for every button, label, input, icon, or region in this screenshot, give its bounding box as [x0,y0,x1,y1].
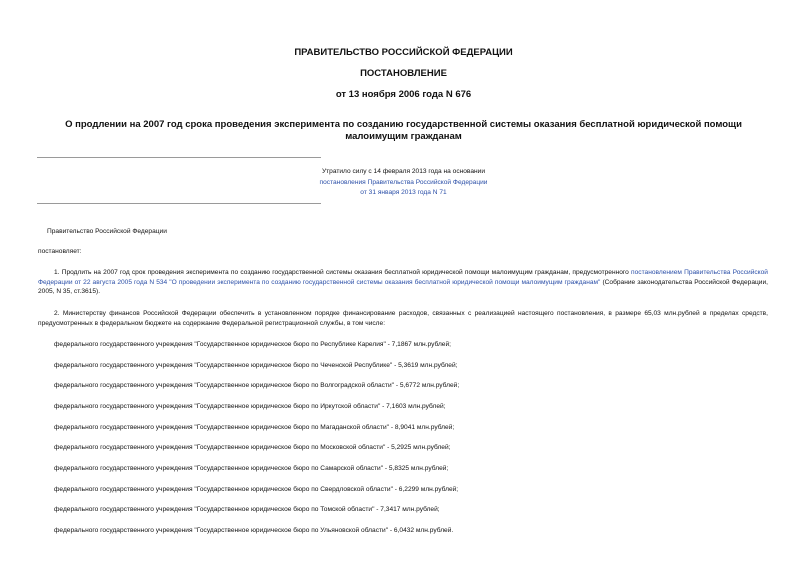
repeal-decree-link-line1: постановления Правительства Российской Федерации [319,178,488,186]
divider-top [37,157,321,158]
list-item: федерального государственного учреждения "Государственное юридическое бюро по Республике Карелия" - 7,1867 млн.рублей; [54,341,451,348]
list-item: федерального государственного учреждения "Государственное юридическое бюро по Московской области" - 5,2925 млн.рублей; [54,444,451,451]
list-item: федерального государственного учреждения "Государственное юридическое бюро по Самарской области" - 5,8325 млн.рублей; [54,465,449,472]
status-note-text: Утратило силу с 14 февраля 2013 года на основании [321,168,486,175]
document-type-heading: ПОСТАНОВЛЕНИЕ [360,68,447,79]
list-item: федерального государственного учреждения "Государственное юридическое бюро по Магаданской области" - 8,9041 млн.рублей; [54,424,455,431]
repeal-decree-link[interactable] [296,178,511,199]
decrees-text: постановляет: [38,248,82,255]
divider-bottom [37,203,321,204]
paragraph-2: 2. Министерству финансов Российской Федерации обеспечить в установленном порядке финансирование расходов, связанных с реализацией настоящего постановления, в размере 65,03 млн.рублей в пределах средств, предусмотренных в федеральном бюджете на содержание Федеральной регистрационной службы, в том числе: [38,310,768,327]
list-item: федерального государственного учреждения "Государственное юридическое бюро по Чеченской Республике" - 5,3619 млн.рублей; [54,362,458,369]
list-item: федерального государственного учреждения "Государственное юридическое бюро по Свердловской области" - 6,2299 млн.рублей; [54,486,459,493]
decree-534-link[interactable]: постановлением Правительства Российской Федерации от 22 августа 2005 года N 534 "О проведении эксперимента по созданию государственной системы оказания бесплатной юридической помощи малоимущим гражданам" [38,269,768,286]
list-item: федерального государственного учреждения "Государственное юридическое бюро по Волгоградской области" - 5,6772 млн.рублей; [54,382,460,389]
document-title: О продлении на 2007 год срока проведения эксперимента по созданию государственной системы оказания бесплатной юридической помощи малоимущим гражданам [65,119,742,142]
date-number-heading: от 13 ноября 2006 года N 676 [335,89,472,100]
paragraph-1-text-a: 1. Продлить на 2007 год срок проведения эксперимента по созданию государственной системы оказания бесплатной юридической помощи малоимущим гражданам, предусмотренного [54,269,632,276]
paragraph-1 [38,268,768,297]
list-item: федерального государственного учреждения "Государственное юридическое бюро по Иркутской области" - 7,1603 млн.рублей; [54,403,446,410]
issuer-text: Правительство Российской Федерации [47,228,167,235]
repeal-decree-link-line2: от 31 января 2013 года N 71 [360,189,447,196]
list-item: федерального государственного учреждения "Государственное юридическое бюро по Ульяновской области" - 6,0432 млн.рублей. [54,527,454,534]
government-heading: ПРАВИТЕЛЬСТВО РОССИЙСКОЙ ФЕДЕРАЦИИ [294,47,513,58]
list-item: федерального государственного учреждения "Государственное юридическое бюро по Томской области" - 7,3417 млн.рублей; [54,506,440,513]
status-note [296,167,511,199]
paragraph-1-text-b: (Собрание законодательства Российской Федерации, 2005, N 35, ст.3615). [38,278,768,295]
